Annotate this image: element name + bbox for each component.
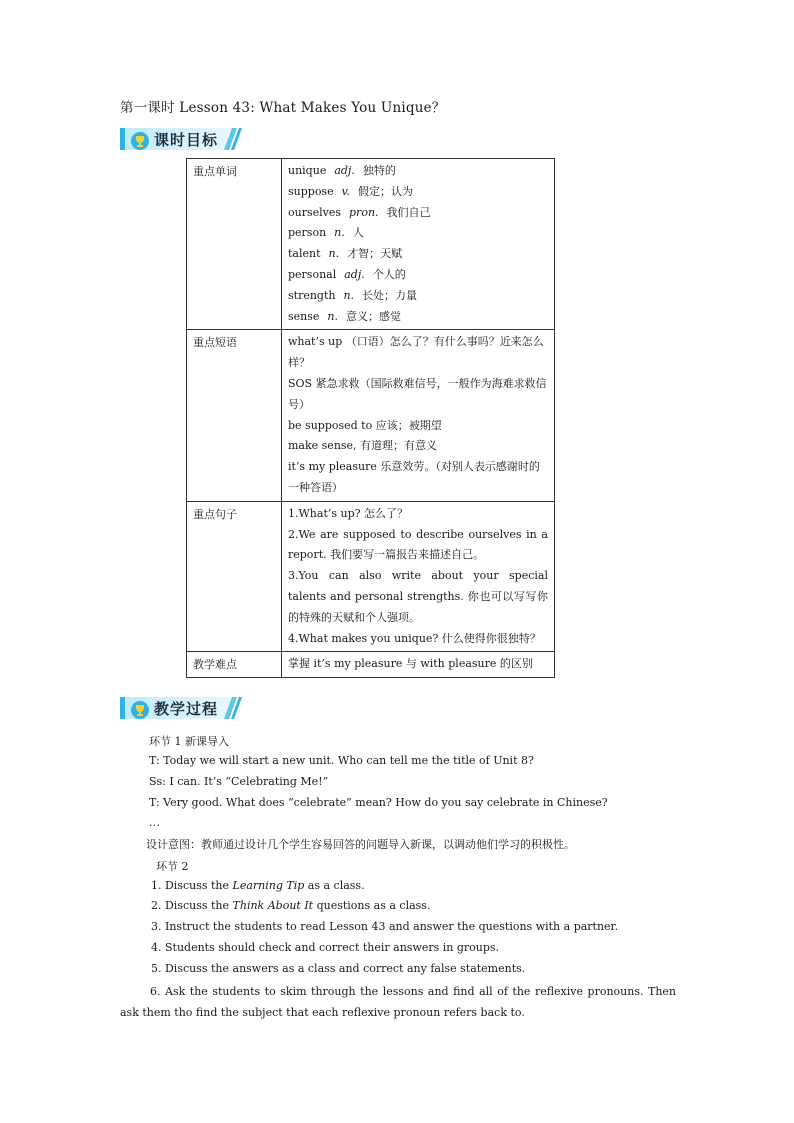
phrase-line: it’s my pleasure 乐意效劳。（对别人表示感谢时的一种答语）: [288, 460, 540, 494]
difficulty-line: 掌握 it’s my pleasure 与 with pleasure 的区别: [288, 657, 533, 671]
row-key: 重点短语: [187, 330, 282, 501]
step-item: 5. Discuss the answers as a class and correct any false statements.: [151, 962, 526, 975]
dialogue-line: T: Today we will start a new unit. Who can tell me the title of Unit 8?: [149, 754, 534, 767]
row-value: [282, 501, 555, 652]
design-intent: 设计意图：教师通过设计几个学生容易回答的问题导入新课，以调动他们学习的积极性。: [146, 838, 575, 851]
vocab-line: ourselves pron. 我们自己: [288, 205, 431, 219]
vocab-line: suppose v. 假定；认为: [288, 184, 413, 198]
page-title: 第一课时 Lesson 43: What Makes You Unique？: [120, 100, 446, 116]
step-item: 4. Students should check and correct their answers in groups.: [151, 941, 500, 954]
sentence-line: 1.What’s up? 怎么了？: [288, 506, 409, 520]
step2-title: 环节 2: [156, 860, 189, 873]
vocab-line: person n. 人: [288, 226, 364, 240]
vocab-line: strength n. 长处；力量: [288, 288, 418, 302]
phrase-line: SOS 紧急求救（国际救难信号，一般作为海难求救信号）: [288, 376, 547, 411]
phrase-line: make sense, 有道理；有意义: [288, 439, 438, 453]
table-row: [187, 159, 555, 330]
row-value: [282, 652, 555, 678]
vocab-line: unique adj. 独特的: [288, 164, 396, 177]
table-row: [187, 501, 555, 652]
row-key: 重点单词: [187, 159, 282, 330]
step-item: 6. Ask the students to skim through the lessons and find all of the reflexive pronouns. Then ask them tho find the subject that each reflexive pronoun refers back to.: [120, 985, 676, 1019]
phrase-line: what’s up （口语）怎么了？有什么事吗？近来怎么样？: [288, 335, 544, 370]
sentence-line: 2.We are supposed to describe ourselves in a report. 我们要写一篇报告来描述自己。: [288, 527, 548, 562]
ellipsis: …: [149, 816, 160, 829]
section-label: 课时目标: [154, 131, 219, 149]
step1-title: 环节 1 新课导入: [149, 735, 229, 748]
section-banner-process: [120, 695, 242, 721]
goals-table: [186, 158, 555, 678]
table-row: [187, 330, 555, 501]
sentence-line: 4.What makes you unique? 什么使得你很独特？: [288, 631, 541, 645]
trophy-icon: [130, 131, 150, 151]
row-value: [282, 159, 555, 330]
vocab-line: talent n. 才智；天赋: [288, 247, 403, 261]
vocab-line: personal adj. 个人的: [288, 267, 406, 281]
phrase-line: be supposed to 应该；被期望: [288, 418, 442, 432]
step-item: 1. Discuss the Learning Tip as a class.: [151, 879, 365, 892]
sentence-line: 3.You can also write about your special talents and personal strengths. 你也可以写写你的特殊的天赋和个人强项。: [288, 569, 548, 624]
section-label: 教学过程: [154, 700, 219, 718]
vocab-line: sense n. 意义；感觉: [288, 309, 401, 323]
step-item: 3. Instruct the students to read Lesson 43 and answer the questions with a partner.: [151, 920, 619, 933]
step-item: 2. Discuss the Think About It questions as a class.: [151, 899, 431, 912]
dialogue-line: Ss: I can. It’s “Celebrating Me!”: [149, 775, 329, 788]
trophy-icon: [130, 700, 150, 720]
dialogue-line: T: Very good. What does “celebrate” mean? How do you say celebrate in Chinese?: [149, 796, 608, 809]
row-value: [282, 330, 555, 501]
row-key: 教学难点: [187, 652, 282, 678]
row-key: 重点句子: [187, 501, 282, 652]
section-banner-goals: [120, 126, 242, 152]
table-row: [187, 652, 555, 678]
